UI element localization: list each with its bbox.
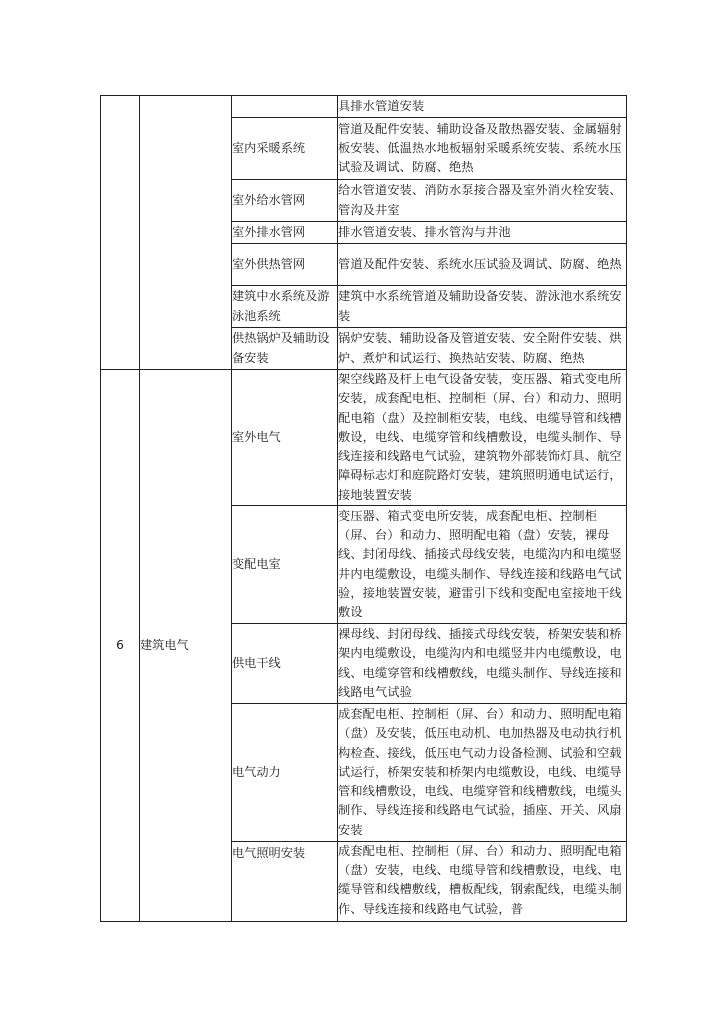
item-cell: 成套配电柜、控制柜（屏、台）和动力、照明配电箱（盘）安装，电线、电缆导管和线槽敷设，电线、电缆导管和线槽敷线，槽板配线，钢索配线，电缆头制作、导线连接和线路电气试验，普 <box>338 842 627 922</box>
subdivision-cell: 变配电室 <box>232 506 338 624</box>
item-cell: 建筑中水系统管道及辅助设备安装、游泳池水系统安装 <box>338 286 627 328</box>
subdivision-cell: 电气动力 <box>232 704 338 842</box>
item-cell: 管道及配件安装、辅助设备及散热器安装、金属辐射板安装、低温热水地板辐射采暖系统安装、系统水压试验及调试、防腐、绝热 <box>338 118 627 180</box>
division-cell: 建筑电气 <box>140 370 232 922</box>
acceptance-division-table <box>100 95 627 922</box>
item-cell: 锅炉安装、辅助设备及管道安装、安全附件安装、烘炉、煮炉和试运行、换热站安装、防腐、绝热 <box>338 328 627 370</box>
item-cell: 排水管道安装、排水管沟与井池 <box>338 222 627 244</box>
table-row <box>101 96 627 118</box>
subdivision-cell: 室外给水管网 <box>232 180 338 222</box>
subdivision-cell <box>232 96 338 118</box>
item-cell: 给水管道安装、消防水泵接合器及室外消火栓安装、管沟及井室 <box>338 180 627 222</box>
subdivision-cell: 电气照明安装 <box>232 842 338 922</box>
subdivision-cell: 建筑中水系统及游泳池系统 <box>232 286 338 328</box>
subdivision-cell: 供电干线 <box>232 624 338 704</box>
row-number-cell: 6 <box>101 370 140 922</box>
subdivision-cell: 供热锅炉及辅助设备安装 <box>232 328 338 370</box>
division-cell <box>140 96 232 370</box>
table-row <box>101 370 627 506</box>
item-cell: 裸母线、封闭母线、插接式母线安装，桥架安装和桥架内电缆敷设，电缆沟内和电缆竖井内电缆敷设，电线、电缆穿管和线槽敷线，电缆头制作、导线连接和线路电气试验 <box>338 624 627 704</box>
item-cell: 具排水管道安装 <box>338 96 627 118</box>
subdivision-cell: 室外排水管网 <box>232 222 338 244</box>
subdivision-cell: 室外电气 <box>232 370 338 506</box>
row-number-cell <box>101 96 140 370</box>
item-cell: 架空线路及杆上电气设备安装，变压器、箱式变电所安装，成套配电柜、控制柜（屏、台）和动力、照明配电箱（盘）及控制柜安装，电线、电缆导管和线槽敷设，电线、电缆穿管和线槽敷设，电缆头制作、导线连接和线路电气试验，建筑物外部装饰灯具、航空障碍标志灯和庭院路灯安装，建筑照明通电试运行，接地装置安装 <box>338 370 627 506</box>
item-cell: 管道及配件安装、系统水压试验及调试、防腐、绝热 <box>338 244 627 286</box>
item-cell: 成套配电柜、控制柜（屏、台）和动力、照明配电箱（盘）及安装，低压电动机、电加热器及电动执行机构检查、接线，低压电气动力设备检测、试验和空载试运行，桥架安装和桥架内电缆敷设，电线、电缆导管和线槽敷设，电线、电缆穿管和线槽敷线，电缆头制作、导线连接和线路电气试验，插座、开关、风扇安装 <box>338 704 627 842</box>
item-cell: 变压器、箱式变电所安装，成套配电柜、控制柜（屏、台）和动力、照明配电箱（盘）安装，裸母线、封闭母线、插接式母线安装，电缆沟内和电缆竖井内电缆敷设，电缆头制作、导线连接和线路电气试验，接地装置安装，避雷引下线和变配电室接地干线敷设 <box>338 506 627 624</box>
subdivision-cell: 室外供热管网 <box>232 244 338 286</box>
subdivision-cell: 室内采暖系统 <box>232 118 338 180</box>
